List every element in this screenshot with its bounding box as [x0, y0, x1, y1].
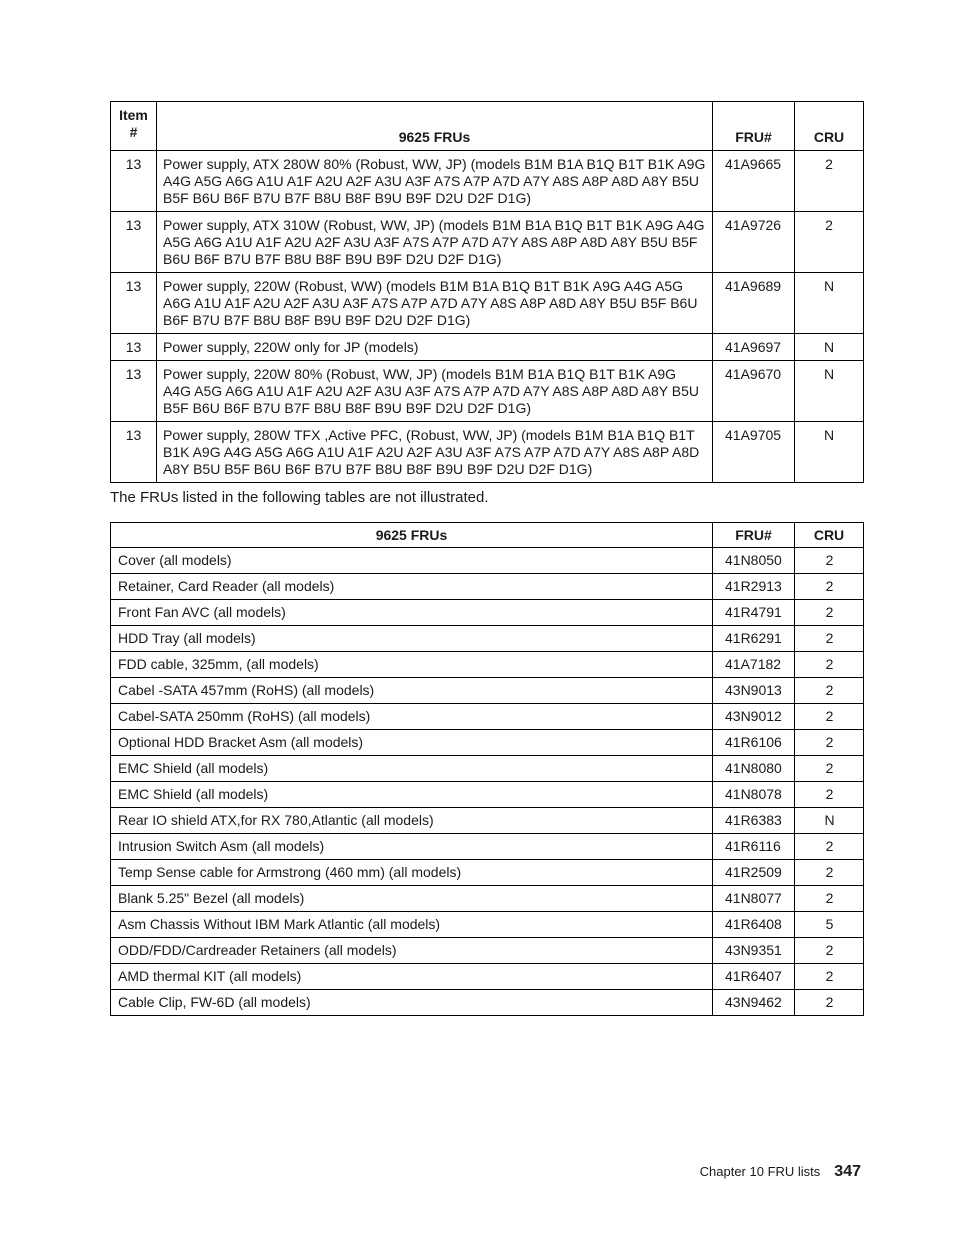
cru-value: N	[795, 422, 864, 483]
fru-number: 41R6291	[713, 626, 795, 652]
fru-description: Power supply, 220W 80% (Robust, WW, JP) (models B1M B1A B1Q B1T B1K A9G A4G A5G A6G A1U A1F A2U A2F A3U A3F A7S A7P A7D A7Y A8S A8P A8D A8Y B5U B5F B6U B6F B7U B7F B8U B8F B9U B9F D2U D2F D1G)	[157, 361, 713, 422]
fru-description: Asm Chassis Without IBM Mark Atlantic (all models)	[111, 912, 713, 938]
header-cru: CRU	[795, 523, 864, 548]
fru-number: 41R2913	[713, 574, 795, 600]
fru-description: FDD cable, 325mm, (all models)	[111, 652, 713, 678]
cru-value: 2	[795, 151, 864, 212]
fru-number: 43N9012	[713, 704, 795, 730]
table-row	[111, 626, 864, 652]
table-row	[111, 548, 864, 574]
fru-number: 41A9670	[713, 361, 795, 422]
fru-description: Retainer, Card Reader (all models)	[111, 574, 713, 600]
cru-value: 2	[795, 678, 864, 704]
fru-description: Cabel-SATA 250mm (RoHS) (all models)	[111, 704, 713, 730]
fru-description: Intrusion Switch Asm (all models)	[111, 834, 713, 860]
fru-number: 41N8050	[713, 548, 795, 574]
page-footer	[700, 1163, 861, 1181]
table-row	[111, 990, 864, 1016]
cru-value: 2	[795, 938, 864, 964]
fru-description: EMC Shield (all models)	[111, 756, 713, 782]
fru-number: 41R6407	[713, 964, 795, 990]
cru-value: 2	[795, 886, 864, 912]
table-row	[111, 151, 864, 212]
cru-value: 2	[795, 756, 864, 782]
table-row	[111, 730, 864, 756]
fru-description: ODD/FDD/Cardreader Retainers (all models)	[111, 938, 713, 964]
table-row	[111, 808, 864, 834]
fru-number: 43N9462	[713, 990, 795, 1016]
header-frus: 9625 FRUs	[111, 523, 713, 548]
item-number: 13	[111, 422, 157, 483]
table-row	[111, 912, 864, 938]
header-frus: 9625 FRUs	[157, 102, 713, 151]
cru-value: 2	[795, 730, 864, 756]
fru-description: Temp Sense cable for Armstrong (460 mm) (all models)	[111, 860, 713, 886]
fru-description: AMD thermal KIT (all models)	[111, 964, 713, 990]
fru-description: Optional HDD Bracket Asm (all models)	[111, 730, 713, 756]
cru-value: 2	[795, 574, 864, 600]
fru-number: 41R2509	[713, 860, 795, 886]
table-row	[111, 574, 864, 600]
cru-value: 2	[795, 704, 864, 730]
table-row	[111, 273, 864, 334]
cru-value: 2	[795, 600, 864, 626]
fru-description: Cabel -SATA 457mm (RoHS) (all models)	[111, 678, 713, 704]
item-number: 13	[111, 334, 157, 361]
note-text: The FRUs listed in the following tables are not illustrated.	[110, 489, 489, 506]
item-number: 13	[111, 212, 157, 273]
header-fru-number: FRU#	[713, 102, 795, 151]
fru-description: Power supply, 220W (Robust, WW) (models B1M B1A B1Q B1T B1K A9G A4G A5G A6G A1U A1F A2U A2F A3U A3F A7S A7P A7D A7Y A8S A8P A8D A8Y B5U B5F B6U B6F B7U B7F B8U B8F B9U B9F D2U D2F D1G)	[157, 273, 713, 334]
table-row	[111, 756, 864, 782]
cru-value: 2	[795, 782, 864, 808]
page-number: 347	[834, 1163, 861, 1180]
table-row	[111, 361, 864, 422]
item-number: 13	[111, 273, 157, 334]
fru-description: Power supply, 220W only for JP (models)	[157, 334, 713, 361]
cru-value: N	[795, 273, 864, 334]
fru-description: Rear IO shield ATX,for RX 780,Atlantic (all models)	[111, 808, 713, 834]
table-row	[111, 834, 864, 860]
cru-value: 2	[795, 548, 864, 574]
fru-number: 41R6383	[713, 808, 795, 834]
fru-number: 41R6116	[713, 834, 795, 860]
fru-description: Front Fan AVC (all models)	[111, 600, 713, 626]
fru-number: 41A9705	[713, 422, 795, 483]
cru-value: 2	[795, 834, 864, 860]
fru-number: 41A9665	[713, 151, 795, 212]
fru-number: 41A9726	[713, 212, 795, 273]
table-row	[111, 334, 864, 361]
table-row	[111, 652, 864, 678]
cru-value: 2	[795, 212, 864, 273]
cru-value: N	[795, 361, 864, 422]
fru-description: HDD Tray (all models)	[111, 626, 713, 652]
cru-value: 2	[795, 626, 864, 652]
table-row	[111, 782, 864, 808]
table-row	[111, 886, 864, 912]
fru-number: 41A9697	[713, 334, 795, 361]
fru-number: 41R4791	[713, 600, 795, 626]
table-row	[111, 422, 864, 483]
fru-table-not-illustrated	[110, 522, 864, 1016]
fru-number: 41R6106	[713, 730, 795, 756]
table-row	[111, 964, 864, 990]
cru-value: N	[795, 334, 864, 361]
table-row	[111, 938, 864, 964]
header-item: Item #	[111, 102, 157, 151]
table-row	[111, 860, 864, 886]
fru-number: 41N8078	[713, 782, 795, 808]
item-number: 13	[111, 361, 157, 422]
cru-value: 2	[795, 652, 864, 678]
table-row	[111, 704, 864, 730]
fru-number: 43N9351	[713, 938, 795, 964]
cru-value: 2	[795, 990, 864, 1016]
fru-number: 41A9689	[713, 273, 795, 334]
cru-value: 2	[795, 860, 864, 886]
cru-value: 5	[795, 912, 864, 938]
fru-number: 41N8080	[713, 756, 795, 782]
fru-description: Cable Clip, FW-6D (all models)	[111, 990, 713, 1016]
item-number: 13	[111, 151, 157, 212]
table-header-row	[111, 523, 864, 548]
fru-table-power-supplies	[110, 101, 864, 483]
fru-description: Blank 5.25" Bezel (all models)	[111, 886, 713, 912]
header-cru: CRU	[795, 102, 864, 151]
fru-description: EMC Shield (all models)	[111, 782, 713, 808]
fru-description: Power supply, ATX 280W 80% (Robust, WW, JP) (models B1M B1A B1Q B1T B1K A9G A4G A5G A6G A1U A1F A2U A2F A3U A3F A7S A7P A7D A7Y A8S A8P A8D A8Y B5U B5F B6U B6F B7U B7F B8U B8F B9U B9F D2U D2F D1G)	[157, 151, 713, 212]
table-row	[111, 678, 864, 704]
fru-number: 41A7182	[713, 652, 795, 678]
fru-description: Power supply, 280W TFX ,Active PFC, (Robust, WW, JP) (models B1M B1A B1Q B1T B1K A9G A4G A5G A6G A1U A1F A2U A2F A3U A3F A7S A7P A7D A7Y A8S A8P A8D A8Y B5U B5F B6U B6F B7U B7F B8U B8F B9U B9F D2U D2F D1G)	[157, 422, 713, 483]
table-row	[111, 212, 864, 273]
fru-number: 41R6408	[713, 912, 795, 938]
fru-number: 41N8077	[713, 886, 795, 912]
fru-description: Cover (all models)	[111, 548, 713, 574]
table-row	[111, 600, 864, 626]
fru-description: Power supply, ATX 310W (Robust, WW, JP) (models B1M B1A B1Q B1T B1K A9G A4G A5G A6G A1U A1F A2U A2F A3U A3F A7S A7P A7D A7Y A8S A8P A8D A8Y B5U B5F B6U B6F B7U B7F B8U B8F B9U B9F D2U D2F D1G)	[157, 212, 713, 273]
header-fru-number: FRU#	[713, 523, 795, 548]
footer-chapter: Chapter 10 FRU lists	[699, 1164, 821, 1179]
fru-number: 43N9013	[713, 678, 795, 704]
table-header-row	[111, 102, 864, 151]
cru-value: N	[795, 808, 864, 834]
cru-value: 2	[795, 964, 864, 990]
